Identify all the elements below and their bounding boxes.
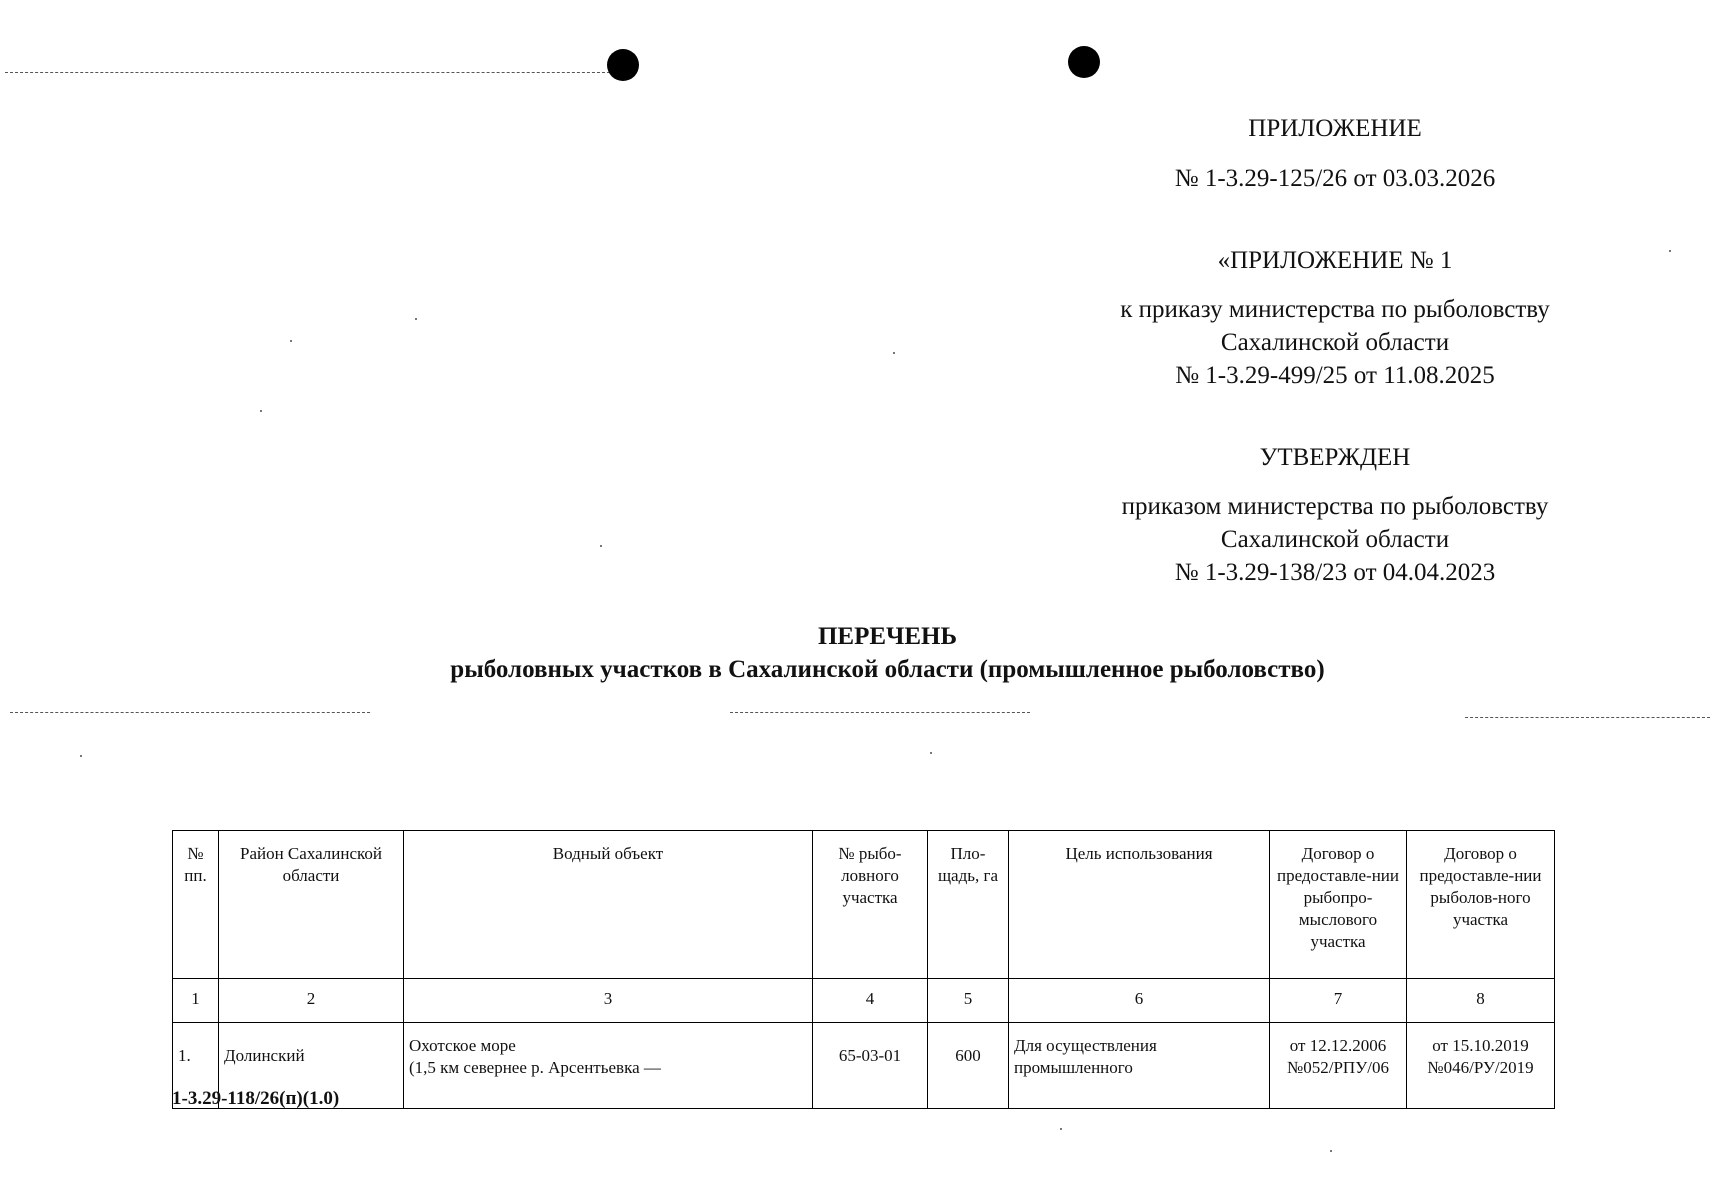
scan-speck (893, 352, 895, 354)
table-header-row (173, 831, 1555, 979)
header-contract-fishery: Договор о предоставле-нии рыбопро-мыслового участка (1270, 831, 1407, 979)
water-body-line2: (1,5 км севернее р. Арсентьевка — (409, 1058, 661, 1077)
column-number: 2 (219, 979, 404, 1023)
appendix-number: № 1-3.29-125/26 от 03.03.2026 (1174, 165, 1496, 192)
scan-speck (290, 340, 292, 342)
punch-hole-left (607, 49, 639, 81)
header-plot-number: № рыбо-ловного участка (813, 831, 928, 979)
scan-speck (415, 318, 417, 320)
header-area: Пло-щадь, га (928, 831, 1009, 979)
purpose-line1: Для осуществления (1014, 1036, 1157, 1055)
header-water-body: Водный объект (404, 831, 813, 979)
purpose-line2: промышленного (1014, 1058, 1133, 1077)
scan-speck (600, 545, 602, 547)
appendix1-line2: Сахалинской области (1220, 329, 1450, 356)
column-number: 8 (1407, 979, 1555, 1023)
appendix1-line3: № 1-3.29-499/25 от 11.08.2025 (1175, 362, 1495, 389)
column-number: 5 (928, 979, 1009, 1023)
scan-line-mid-center (730, 712, 1030, 713)
scan-speck (930, 752, 932, 754)
row-district: Долинский (219, 1023, 404, 1109)
appendix1-line1: к приказу министерства по рыболовству (1120, 296, 1550, 323)
scan-speck (80, 755, 82, 757)
row-number: 1. (173, 1023, 219, 1109)
row-water-body (404, 1023, 813, 1109)
contract-fishing-number: №046/РУ/2019 (1427, 1058, 1534, 1077)
document-subtitle: рыболовных участков в Сахалинской области (промышленное рыболовство) (450, 656, 1325, 683)
column-number: 3 (404, 979, 813, 1023)
header-contract-fishing: Договор о предоставле-нии рыболов-ного участка (1407, 831, 1555, 979)
column-number: 4 (813, 979, 928, 1023)
appendix-title: ПРИЛОЖЕНИЕ (1248, 115, 1422, 142)
approved-title: УТВЕРЖДЕН (1259, 444, 1411, 471)
row-contract-fishery (1270, 1023, 1407, 1109)
water-body-line1: Охотское море (409, 1036, 516, 1055)
scan-line-mid-right (1465, 717, 1710, 718)
approved-line2: Сахалинской области (1220, 526, 1450, 553)
scan-line-mid-left (10, 712, 370, 713)
contract-fishing-date: от 15.10.2019 (1432, 1036, 1529, 1055)
document-code: 1-3.29-118/26(п)(1.0) (172, 1088, 340, 1109)
scan-line-top-left (5, 72, 615, 73)
column-number: 7 (1270, 979, 1407, 1023)
scan-speck (1669, 250, 1671, 252)
scan-speck (260, 410, 262, 412)
table-row (173, 1023, 1555, 1109)
contract-fishery-number: №052/РПУ/06 (1287, 1058, 1389, 1077)
column-number: 1 (173, 979, 219, 1023)
column-number: 6 (1009, 979, 1270, 1023)
approved-line1: приказом министерства по рыболовству (1121, 493, 1549, 520)
row-plot-number: 65-03-01 (813, 1023, 928, 1109)
scan-speck (1330, 1150, 1332, 1152)
punch-hole-right (1068, 46, 1100, 78)
approved-line3: № 1-3.29-138/23 от 04.04.2023 (1174, 559, 1496, 586)
header-purpose: Цель использования (1009, 831, 1270, 979)
row-contract-fishing (1407, 1023, 1555, 1109)
column-numbers-row (173, 979, 1555, 1023)
appendix1-title: «ПРИЛОЖЕНИЕ № 1 (1217, 247, 1453, 274)
header-number: № пп. (173, 831, 219, 979)
document-title: ПЕРЕЧЕНЬ (817, 623, 958, 650)
row-purpose (1009, 1023, 1270, 1109)
fishing-plots-table (172, 830, 1555, 1109)
scan-speck (1060, 1128, 1062, 1130)
header-district: Район Сахалинской области (219, 831, 404, 979)
contract-fishery-date: от 12.12.2006 (1289, 1036, 1387, 1055)
row-area: 600 (928, 1023, 1009, 1109)
